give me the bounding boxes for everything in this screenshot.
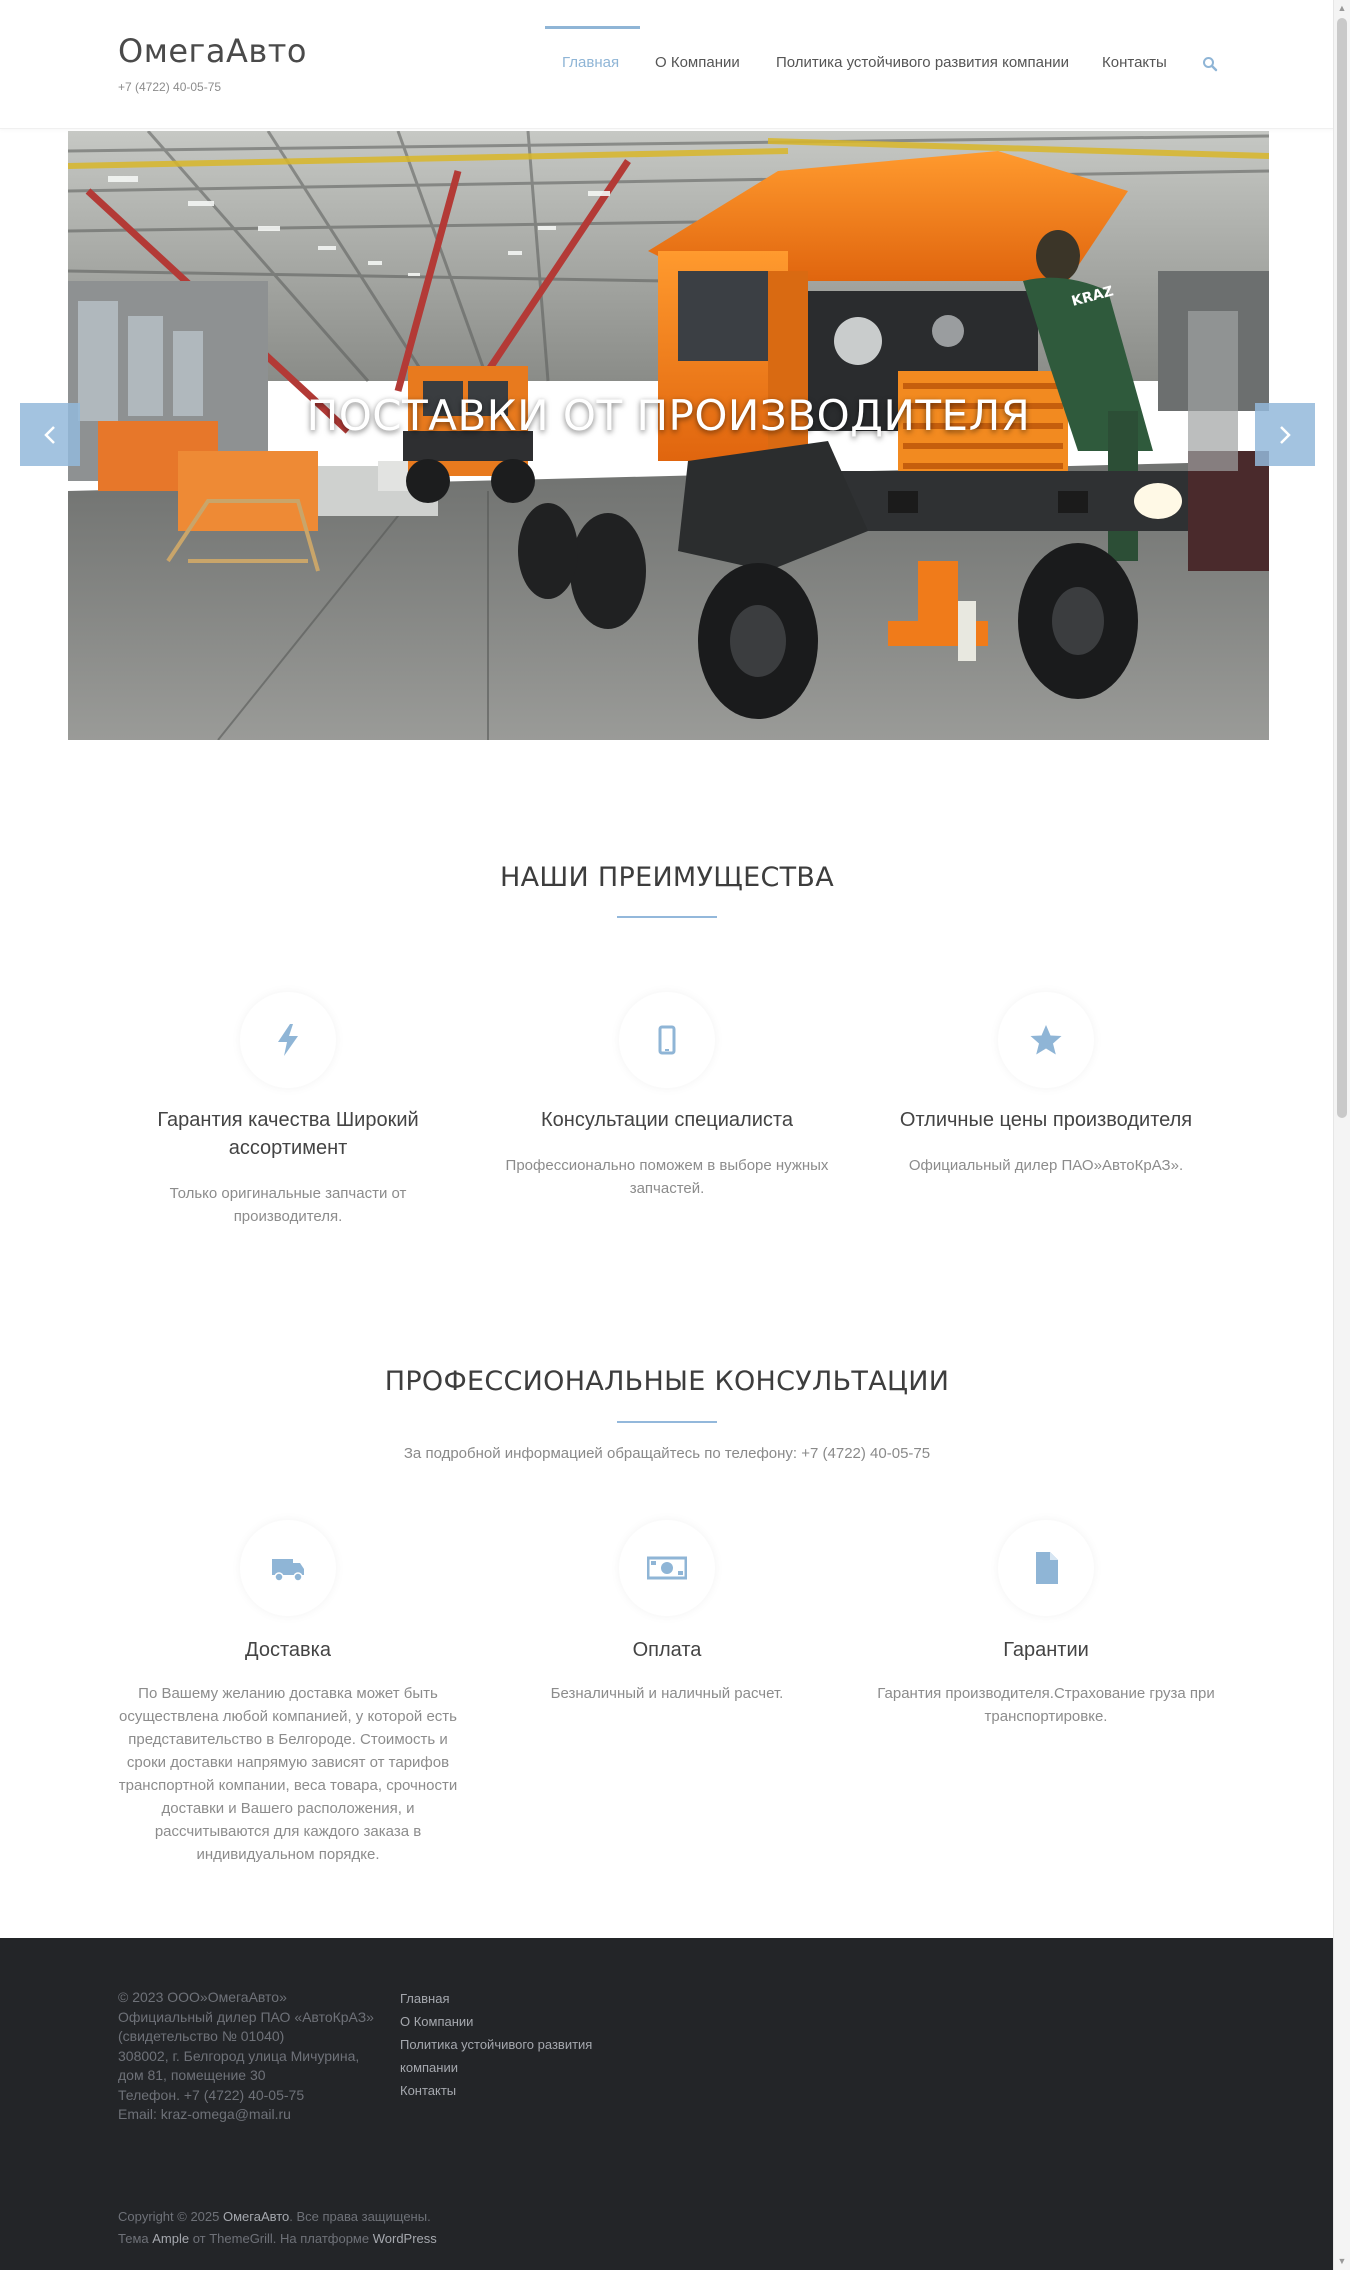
footer-link-sustainability[interactable]: Политика устойчивого развития компании [400,2037,593,2075]
feature-icon-circle [240,992,336,1088]
feature-title: Гарантия качества Широкий ассортимент [157,1109,419,1159]
slider-prev-button[interactable] [20,403,80,466]
site-header [0,0,1334,129]
nav-item-home[interactable]: Главная [562,54,620,71]
bolt-icon [270,1022,306,1058]
footer-link-home[interactable]: Главная [400,1991,450,2006]
footer-about-line: дом 81, помещение 30 [118,2067,266,2083]
consult-divider [617,1421,717,1423]
footer-links [400,1987,620,2102]
feature-title: Отличные цены производителя [899,1109,1193,1131]
nav-item-contacts[interactable]: Контакты [1102,54,1167,71]
hero-slider [68,131,1269,740]
feature-text: Гарантия производителя.Страхование груза при транспортировке. [877,1685,1215,1725]
footer-link-about[interactable]: О Компании [400,2014,474,2029]
truck-badge: KRAZ [1069,283,1116,310]
feature-payment [497,1520,837,1720]
scrollbar-thumb[interactable] [1337,18,1347,1118]
slide-caption: ПОСТАВКИ ОТ ПРОИЗВОДИТЕЛЯ [306,391,1031,440]
footer-about-line: Телефон. +7 (4722) 40-05-75 [118,2086,305,2103]
nav-item-sustainability[interactable]: Политика устойчивого развития компании [776,54,1069,71]
scroll-up-icon[interactable]: ▲ [1337,3,1347,13]
copyright-line [118,2206,437,2228]
footer-about [118,1988,378,2125]
feature-icon-circle [998,1520,1094,1616]
theme-by: от ThemeGrill. На платформе [192,2231,370,2246]
mobile-icon [649,1022,685,1058]
consult-title: ПРОФЕССИОНАЛЬНЫЕ КОНСУЛЬТАЦИИ [384,1366,950,1397]
platform-link[interactable]: WordPress [372,2231,437,2246]
nav-item-about[interactable]: О Компании [655,54,740,71]
footer-link-contacts[interactable]: Контакты [400,2083,457,2098]
copyright-prefix: Copyright © 2025 [118,2209,220,2224]
feature-icon-circle [619,1520,715,1616]
copyright-suffix: . Все права защищены. [289,2209,431,2224]
feature-title: Гарантии [1003,1639,1089,1661]
feature-text: По Вашему желанию доставка может быть осуществлена любой компанией, у которой есть представительство в Белгороде. Стоимость и сроки доставки напрямую зависят от тарифов транспортной компании, веса товара, срочности доставки и Вашего расположения, и рассчитываются для каждого заказа в индивидуальном порядке. [118,1685,458,1863]
chevron-left-icon [42,425,58,445]
footer-email[interactable]: Email: kraz-omega@mail.ru [118,2106,291,2122]
theme-link[interactable]: Ample [152,2231,190,2246]
truck-icon [270,1550,306,1586]
footer-copyright [118,2206,437,2250]
search-icon[interactable] [1202,56,1218,72]
feature-quality [118,992,458,1232]
feature-text: Профессионально поможем в выборе нужных запчастей. [505,1157,829,1197]
feature-consult [497,992,837,1212]
copyright-site-link[interactable]: ОмегаАвто [222,2209,290,2224]
nav-active-indicator [545,26,640,29]
site-title[interactable]: ОмегаАвто [118,32,307,70]
page-scrollbar[interactable] [1333,0,1350,2270]
feature-title: Оплата [632,1639,702,1661]
feature-prices [876,992,1216,1212]
money-icon [647,1550,687,1586]
slider-next-button[interactable] [1255,403,1315,466]
feature-icon-circle [619,992,715,1088]
feature-title: Консультации специалиста [541,1109,793,1131]
feature-warranty [876,1520,1216,1740]
document-icon [1028,1550,1064,1586]
scroll-down-icon[interactable]: ▼ [1337,2256,1347,2266]
footer-about-line: (свидетельство № 01040) [118,2028,285,2044]
theme-line [118,2228,437,2250]
footer-about-line: 308002, г. Белгород улица Мичурина, [118,2047,360,2064]
feature-text: Официальный дилер ПАО»АвтоКрАЗ». [908,1157,1184,1174]
brand [118,32,307,94]
consult-subtitle: За подробной информацией обращайтесь по телефону: +7 (4722) 40-05-75 [403,1445,931,1462]
site-phone: +7 (4722) 40-05-75 [118,80,222,94]
advantages-divider [617,916,717,918]
feature-delivery [118,1520,458,1863]
feature-icon-circle [998,992,1094,1088]
footer-about-line: Официальный дилер ПАО «АвтоКрАЗ» [118,2008,374,2025]
chevron-right-icon [1277,425,1293,445]
feature-text: Безналичный и наличный расчет. [550,1685,784,1702]
feature-title: Доставка [245,1639,331,1661]
feature-icon-circle [240,1520,336,1616]
footer-about-line: © 2023 ООО»ОмегаАвто» [118,1989,287,2005]
advantages-title: НАШИ ПРЕИМУЩЕСТВА [499,862,835,893]
star-icon [1028,1022,1064,1058]
theme-prefix: Тема [118,2231,149,2246]
feature-text: Только оригинальные запчасти от производителя. [169,1185,407,1225]
